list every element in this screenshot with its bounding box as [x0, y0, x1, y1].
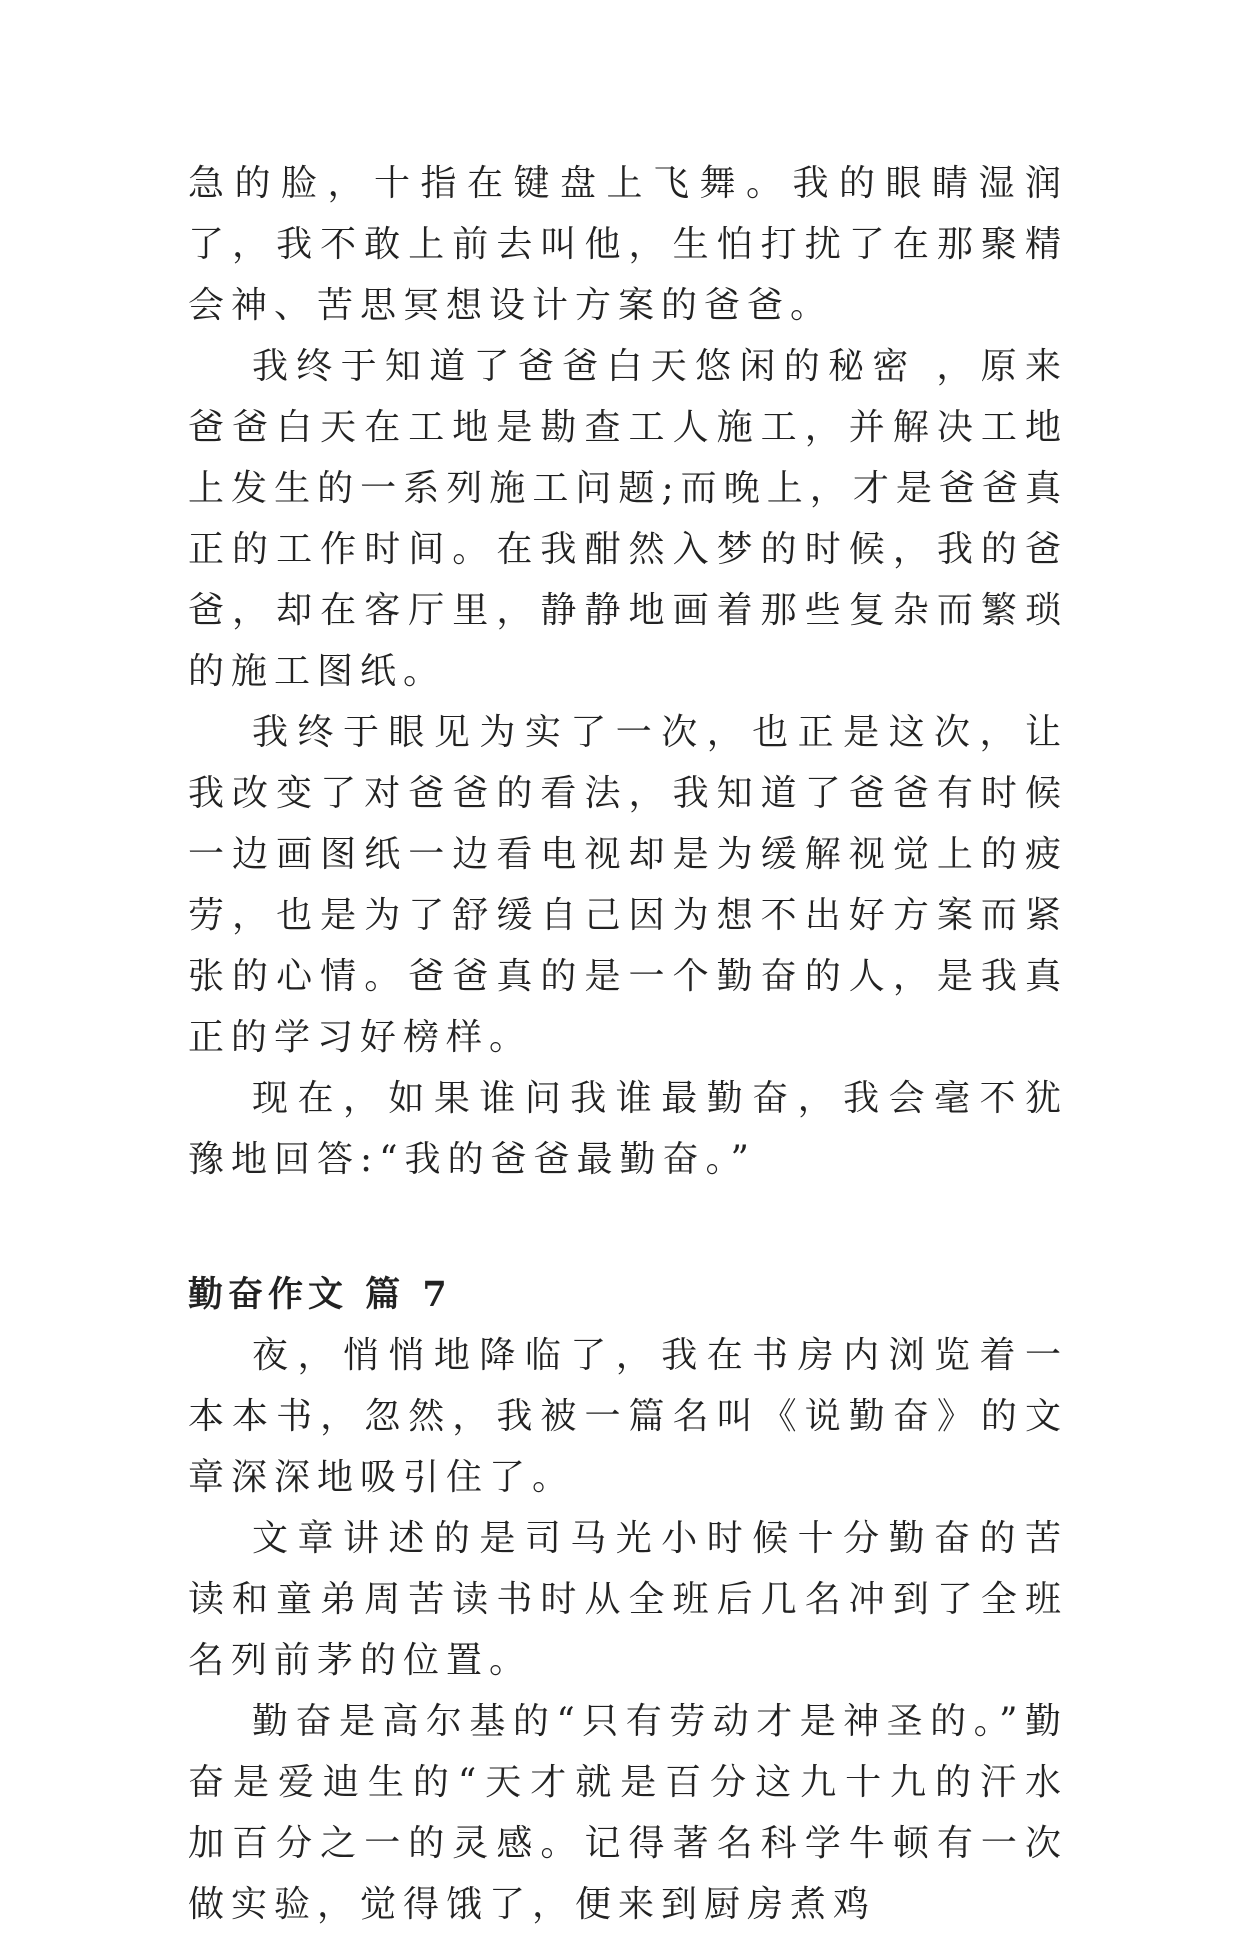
document-body	[188, 153, 1068, 1935]
paragraph-answer: 现在，如果谁问我谁最勤奋，我会毫不犹豫地回答:“我的爸爸最勤奋。”	[188, 1078, 1068, 1180]
section-title: 勤奋作文 篇 7	[188, 1274, 452, 1315]
paragraph-continuation: 急的脸，十指在键盘上飞舞。我的眼睛湿润了，我不敢上前去叫他，生怕打扰了在那聚精会神、苦思冥想设计方案的爸爸。	[188, 163, 1068, 326]
paragraph-night: 夜，悄悄地降临了，我在书房内浏览着一本本书，忽然，我被一篇名叫《说勤奋》的文章深深地吸引住了。	[188, 1335, 1068, 1498]
paragraph-secret: 我终于知道了爸爸白天悠闲的秘密 ，原来爸爸白天在工地是勘查工人施工，并解决工地上发生的一系列施工问题;而晚上，才是爸爸真正的工作时间。在我酣然入梦的时候，我的爸爸，却在客厅里，静静地画着那些复杂而繁琐的施工图纸。	[188, 346, 1068, 692]
paragraph-article-summary: 文章讲述的是司马光小时候十分勤奋的苦读和童弟周苦读书时从全班后几名冲到了全班名列前茅的位置。	[188, 1518, 1068, 1681]
paragraph-quotes: 勤奋是高尔基的“只有劳动才是神圣的。”勤奋是爱迪生的“天才就是百分这九十九的汗水加百分之一的灵感。记得著名科学牛顿有一次做实验，觉得饿了，便来到厨房煮鸡	[188, 1701, 1068, 1925]
paragraph-changed-view: 我终于眼见为实了一次，也正是这次，让我改变了对爸爸的看法，我知道了爸爸有时候一边画图纸一边看电视却是为缓解视觉上的疲劳，也是为了舒缓自己因为想不出好方案而紧张的心情。爸爸真的是一个勤奋的人，是我真正的学习好榜样。	[188, 712, 1068, 1058]
